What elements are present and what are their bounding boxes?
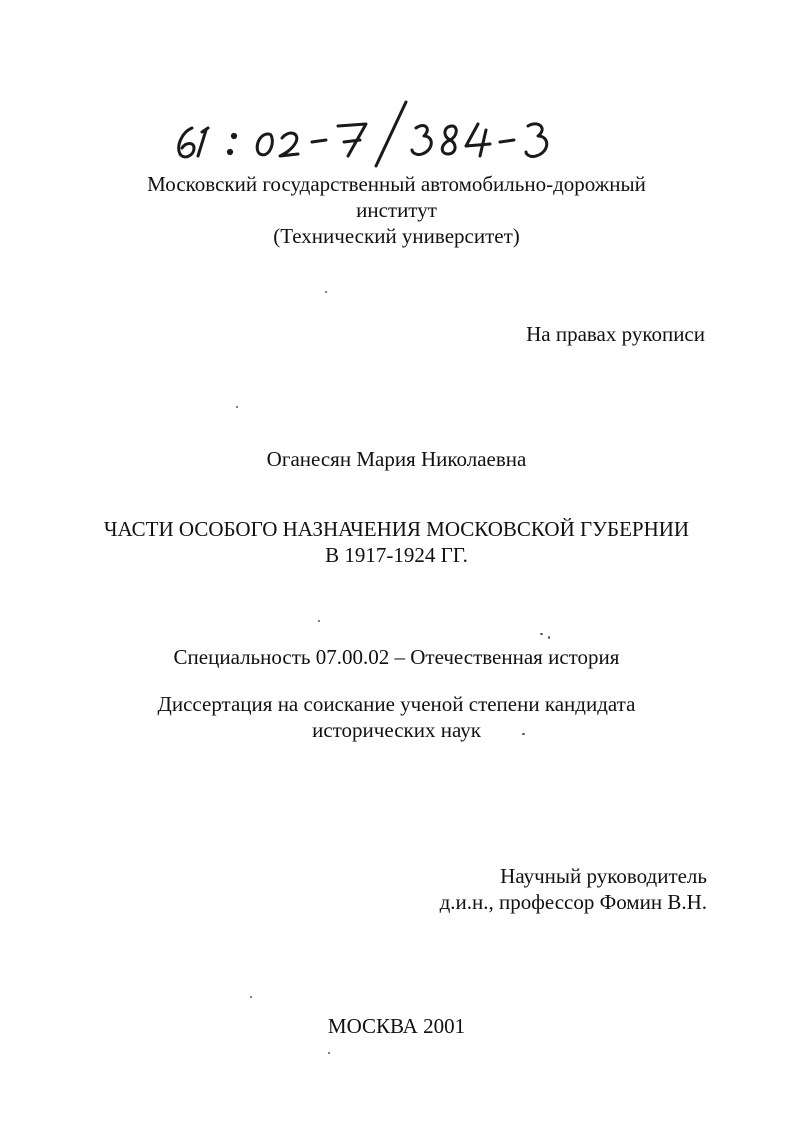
scan-speck — [328, 1052, 330, 1054]
scan-speck — [522, 733, 525, 735]
scan-speck — [318, 620, 320, 622]
supervisor-label: Научный руководитель — [500, 864, 707, 888]
scan-speck — [250, 996, 252, 998]
city-and-year: МОСКВА 2001 — [327, 1014, 466, 1038]
manuscript-rights-note: На правах рукописи — [526, 322, 705, 346]
institution-name-line1: Московский государственный автомобильно-дорожный — [147, 172, 646, 196]
handwritten-catalog-code — [160, 96, 580, 168]
scan-speck — [548, 636, 550, 639]
institution-subtitle: (Технический университет) — [273, 224, 520, 248]
dissertation-title-line1: ЧАСТИ ОСОБОГО НАЗНАЧЕНИЯ МОСКОВСКОЙ ГУБЕРНИИ — [103, 517, 690, 541]
institution-name-line2: институт — [356, 198, 437, 222]
dissertation-title-line2: В 1917-1924 ГГ. — [325, 543, 468, 567]
specialty-line: Специальность 07.00.02 – Отечественная история — [173, 645, 620, 669]
supervisor-name: д.и.н., профессор Фомин В.Н. — [439, 890, 707, 914]
scan-speck — [325, 291, 327, 293]
scan-speck — [540, 633, 543, 635]
degree-line2: исторических наук — [312, 718, 481, 742]
degree-line1: Диссертация на соискание ученой степени кандидата — [157, 692, 636, 716]
scan-speck — [236, 406, 238, 408]
author-name: Оганесян Мария Николаевна — [266, 447, 527, 471]
